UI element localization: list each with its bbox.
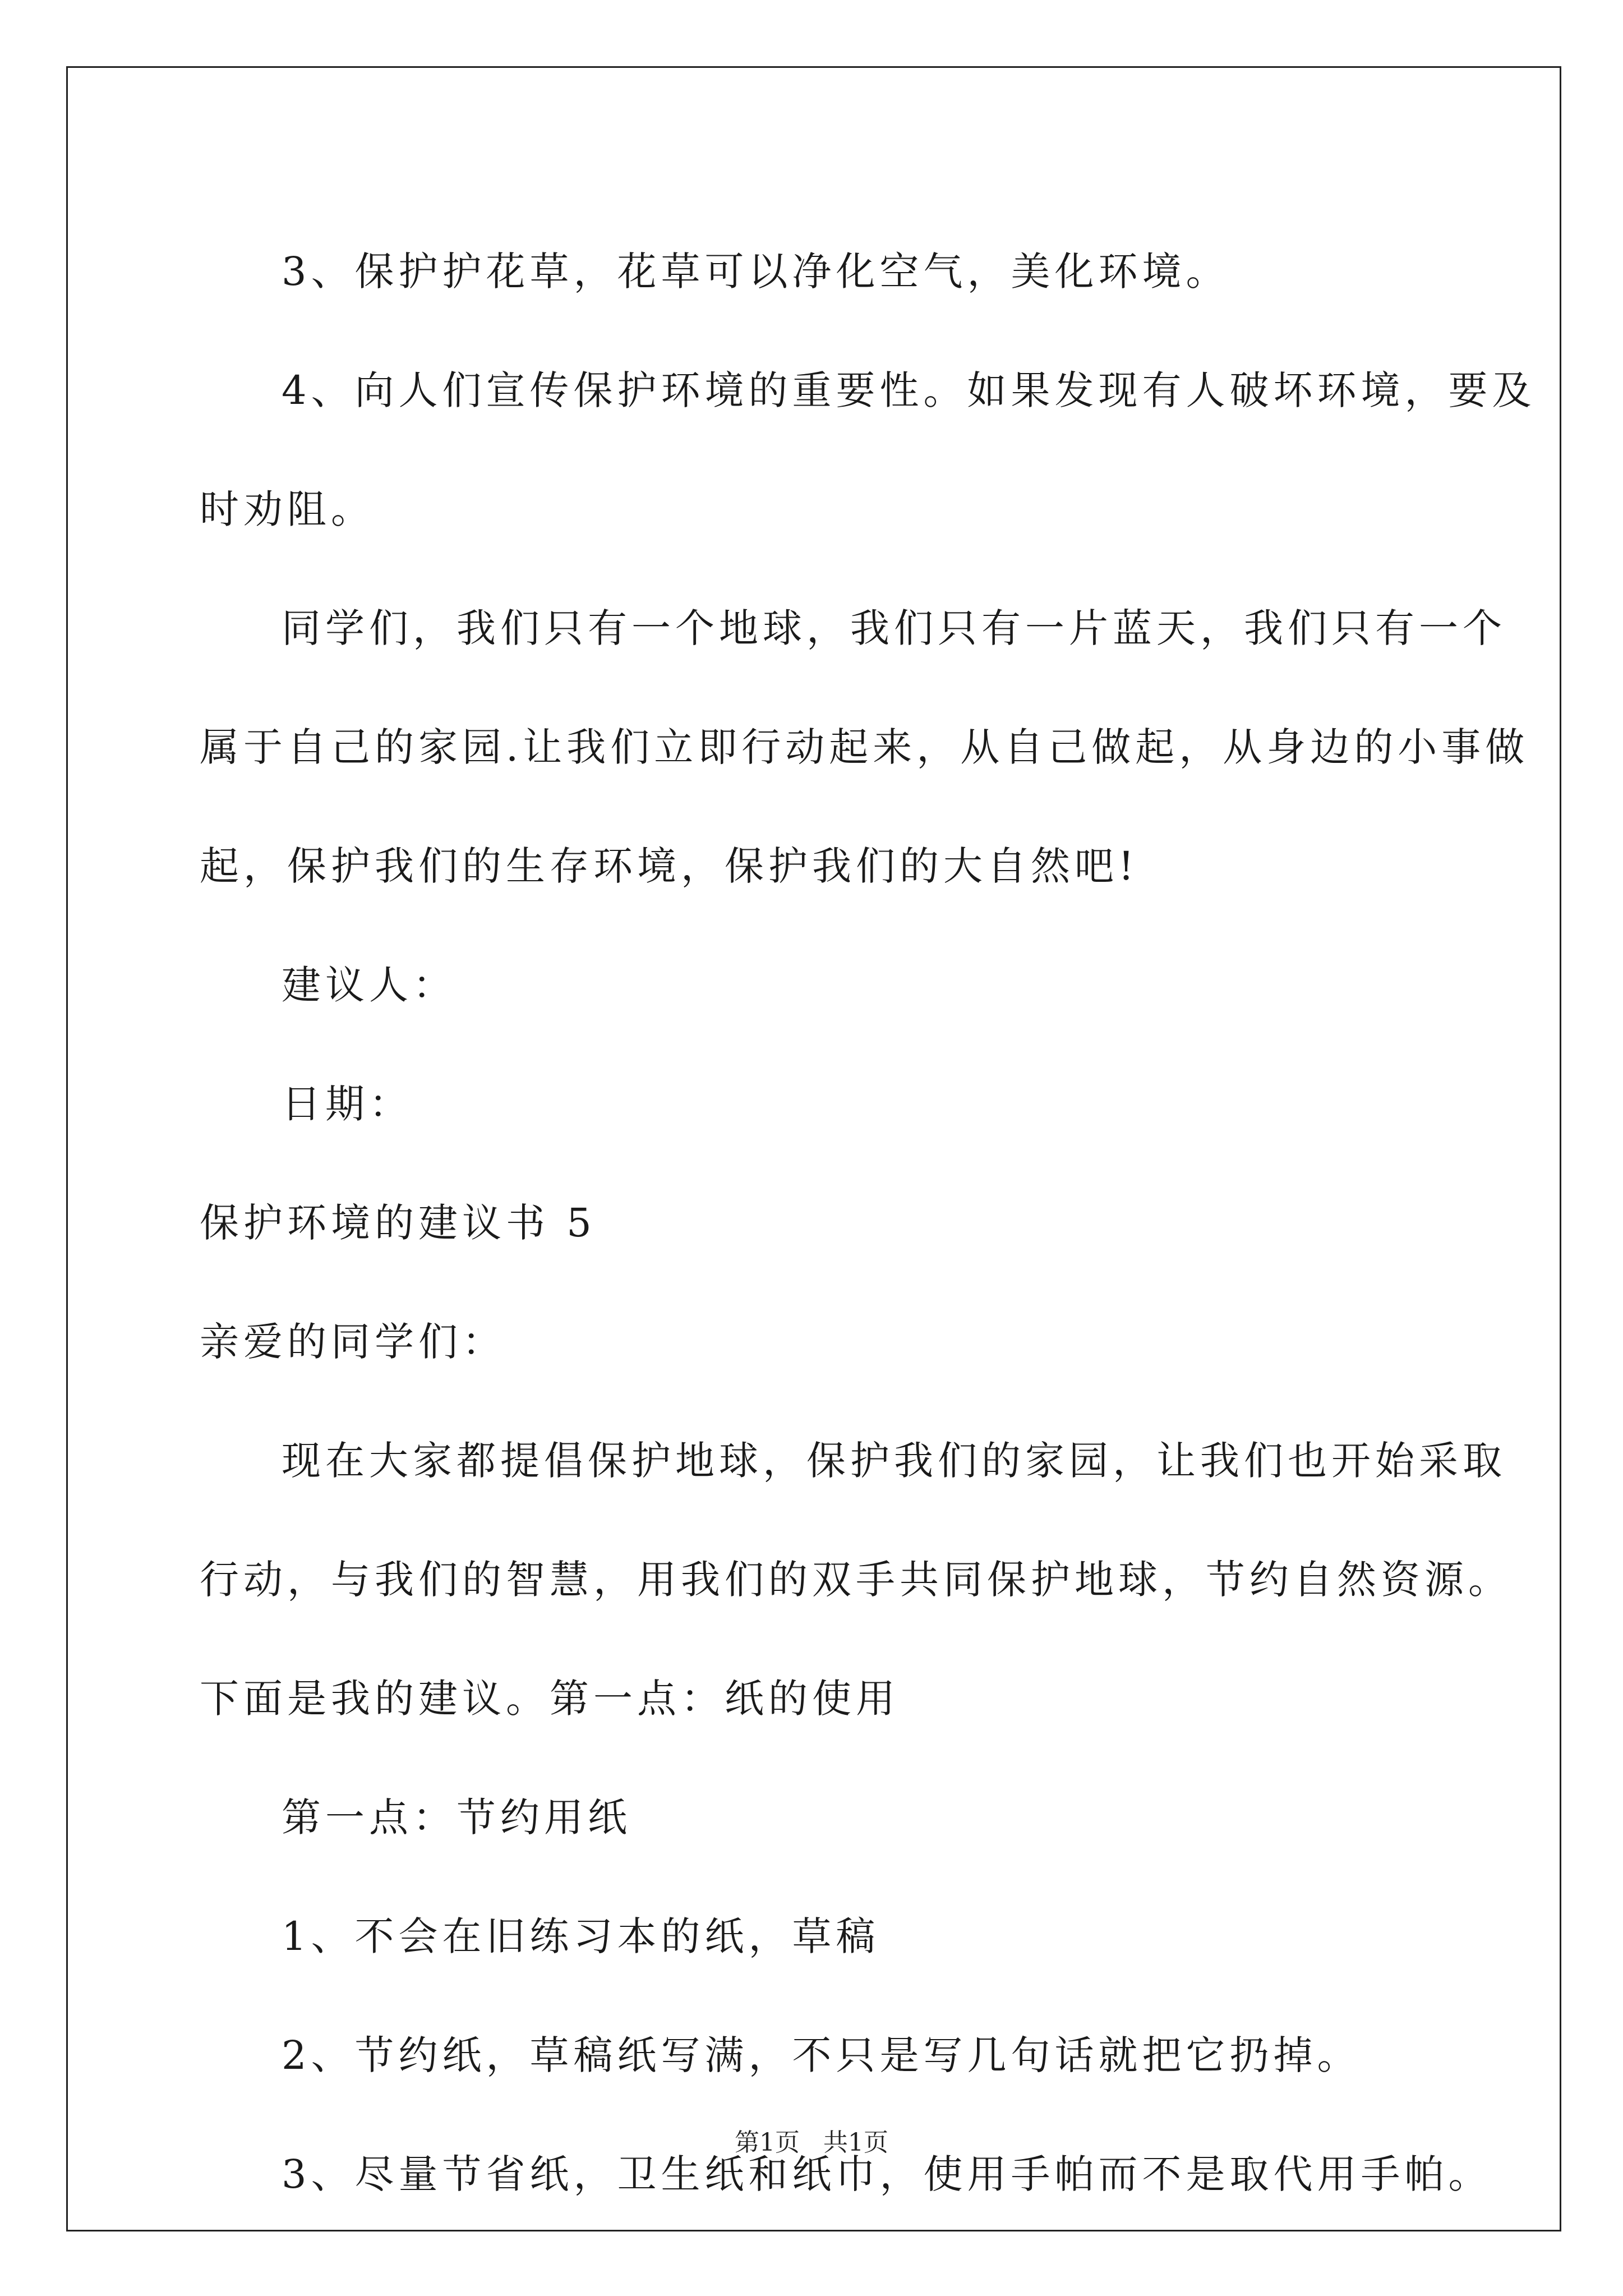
signature-label: 建议人： <box>282 962 457 1008</box>
page-total: 共1页 <box>823 2128 888 2157</box>
paragraph-line: 属于自己的家园.让我们立即行动起来，从自己做起，从身边的小事做 <box>200 724 1529 770</box>
page-footer <box>0 2126 1623 2160</box>
page-number: 第1页 <box>735 2128 800 2157</box>
section-title: 保护环境的建议书 5 <box>200 1200 596 1246</box>
date-label: 日期： <box>282 1081 413 1127</box>
salutation: 亲爱的同学们： <box>200 1319 506 1365</box>
paragraph-line: 时劝阻。 <box>200 486 375 532</box>
list-item: 1、不会在旧练习本的纸，草稿 <box>282 1913 880 1959</box>
paragraph-line: 行动，与我们的智慧，用我们的双手共同保护地球，节约自然资源。 <box>200 1557 1512 1603</box>
document-body <box>200 212 1536 2234</box>
paragraph-line: 第一点：节约用纸 <box>282 1795 631 1841</box>
paragraph-line: 起，保护我们的生存环境，保护我们的大自然吧! <box>200 843 1139 889</box>
paragraph-line: 4、向人们宣传保护环境的重要性。如果发现有人破坏环境，要及 <box>282 367 1536 413</box>
list-item: 3、尽量节省纸，卫生纸和纸巾，使用手帕而不是取代用手帕。 <box>282 2151 1492 2197</box>
list-item: 2、节约纸，草稿纸写满，不只是写几句话就把它扔掉。 <box>282 2032 1361 2078</box>
paragraph-line: 3、保护护花草，花草可以净化空气，美化环境。 <box>282 249 1230 295</box>
paragraph-line: 下面是我的建议。第一点：纸的使用 <box>200 1676 900 1722</box>
paragraph-line: 现在大家都提倡保护地球，保护我们的家园，让我们也开始采取 <box>282 1438 1506 1484</box>
paragraph-line: 同学们，我们只有一个地球，我们只有一片蓝天，我们只有一个 <box>282 605 1506 651</box>
